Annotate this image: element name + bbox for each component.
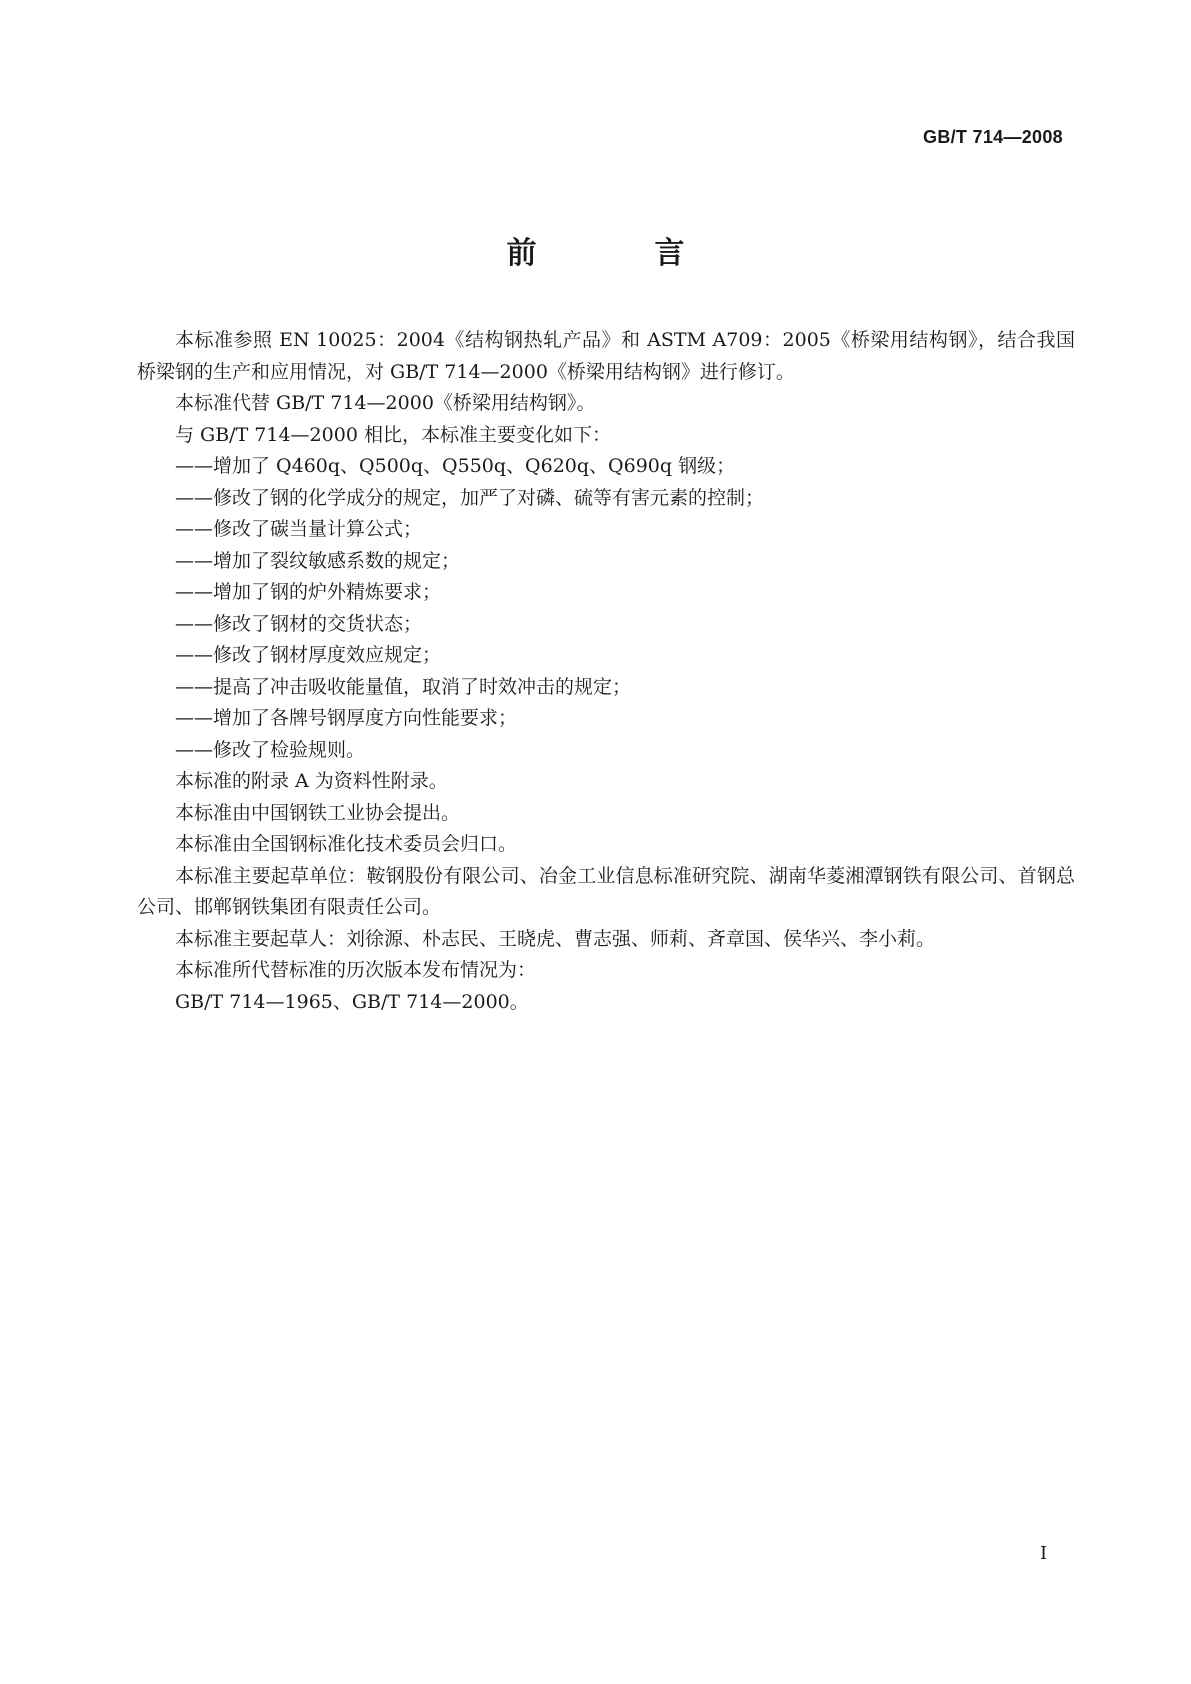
paragraph-proposed-by: 本标准由中国钢铁工业协会提出。 (175, 801, 461, 824)
paragraph-centralized-by: 本标准由全国钢标准化技术委员会归口。 (175, 833, 518, 855)
change-item: ——增加了裂纹敏感系数的规定； (175, 549, 461, 572)
change-item: ——修改了钢材的交货状态； (175, 612, 423, 635)
paragraph-history-intro: 本标准所代替标准的历次版本发布情况为： (175, 959, 537, 981)
foreword-body (137, 325, 1075, 1018)
change-item: ——增加了各牌号钢厚度方向性能要求； (175, 707, 518, 729)
standard-number: GB/T 714—2008 (923, 127, 1063, 147)
change-item: ——增加了钢的炉外精炼要求； (175, 581, 442, 603)
paragraph-history-versions: GB/T 714—1965、GB/T 714—2000。 (175, 990, 529, 1013)
paragraph-drafters: 本标准主要起草人：刘徐源、朴志民、王晓虎、曹志强、师莉、斉章国、侯华兴、李小莉。 (175, 927, 936, 950)
change-item: ——提高了冲击吸收能量值，取消了时效冲击的规定； (175, 675, 632, 698)
page-title: 前 言 (506, 236, 729, 271)
paragraph-appendix: 本标准的附录 A 为资料性附录。 (175, 770, 448, 792)
change-item: ——修改了钢的化学成分的规定，加严了对磷、硫等有害元素的控制； (175, 486, 765, 509)
page-number: I (1040, 1543, 1048, 1564)
change-item: ——增加了 Q460q、Q500q、Q550q、Q620q、Q690q 钢级； (175, 455, 736, 477)
change-item: ——修改了碳当量计算公式； (175, 518, 423, 540)
change-item: ——修改了钢材厚度效应规定； (175, 644, 442, 666)
paragraph-reference-standards: 本标准参照 EN 10025：2004《结构钢热轧产品》和 ASTM A709：2005《桥梁用结构钢》，结合我国桥梁钢的生产和应用情况，对 GB/T 714—2000《桥梁用结构钢》进行修订。 (137, 329, 1075, 383)
paragraph-changes-intro: 与 GB/T 714—2000 相比，本标准主要变化如下： (175, 423, 611, 446)
change-item: ——修改了检验规则。 (175, 738, 366, 761)
paragraph-drafting-units: 本标准主要起草单位：鞍钢股份有限公司、冶金工业信息标准研究院、湖南华菱湘潭钢铁有限公司、首钢总公司、邯郸钢铁集团有限责任公司。 (137, 864, 1075, 918)
paragraph-replaces: 本标准代替 GB/T 714—2000《桥梁用结构钢》。 (175, 392, 596, 414)
